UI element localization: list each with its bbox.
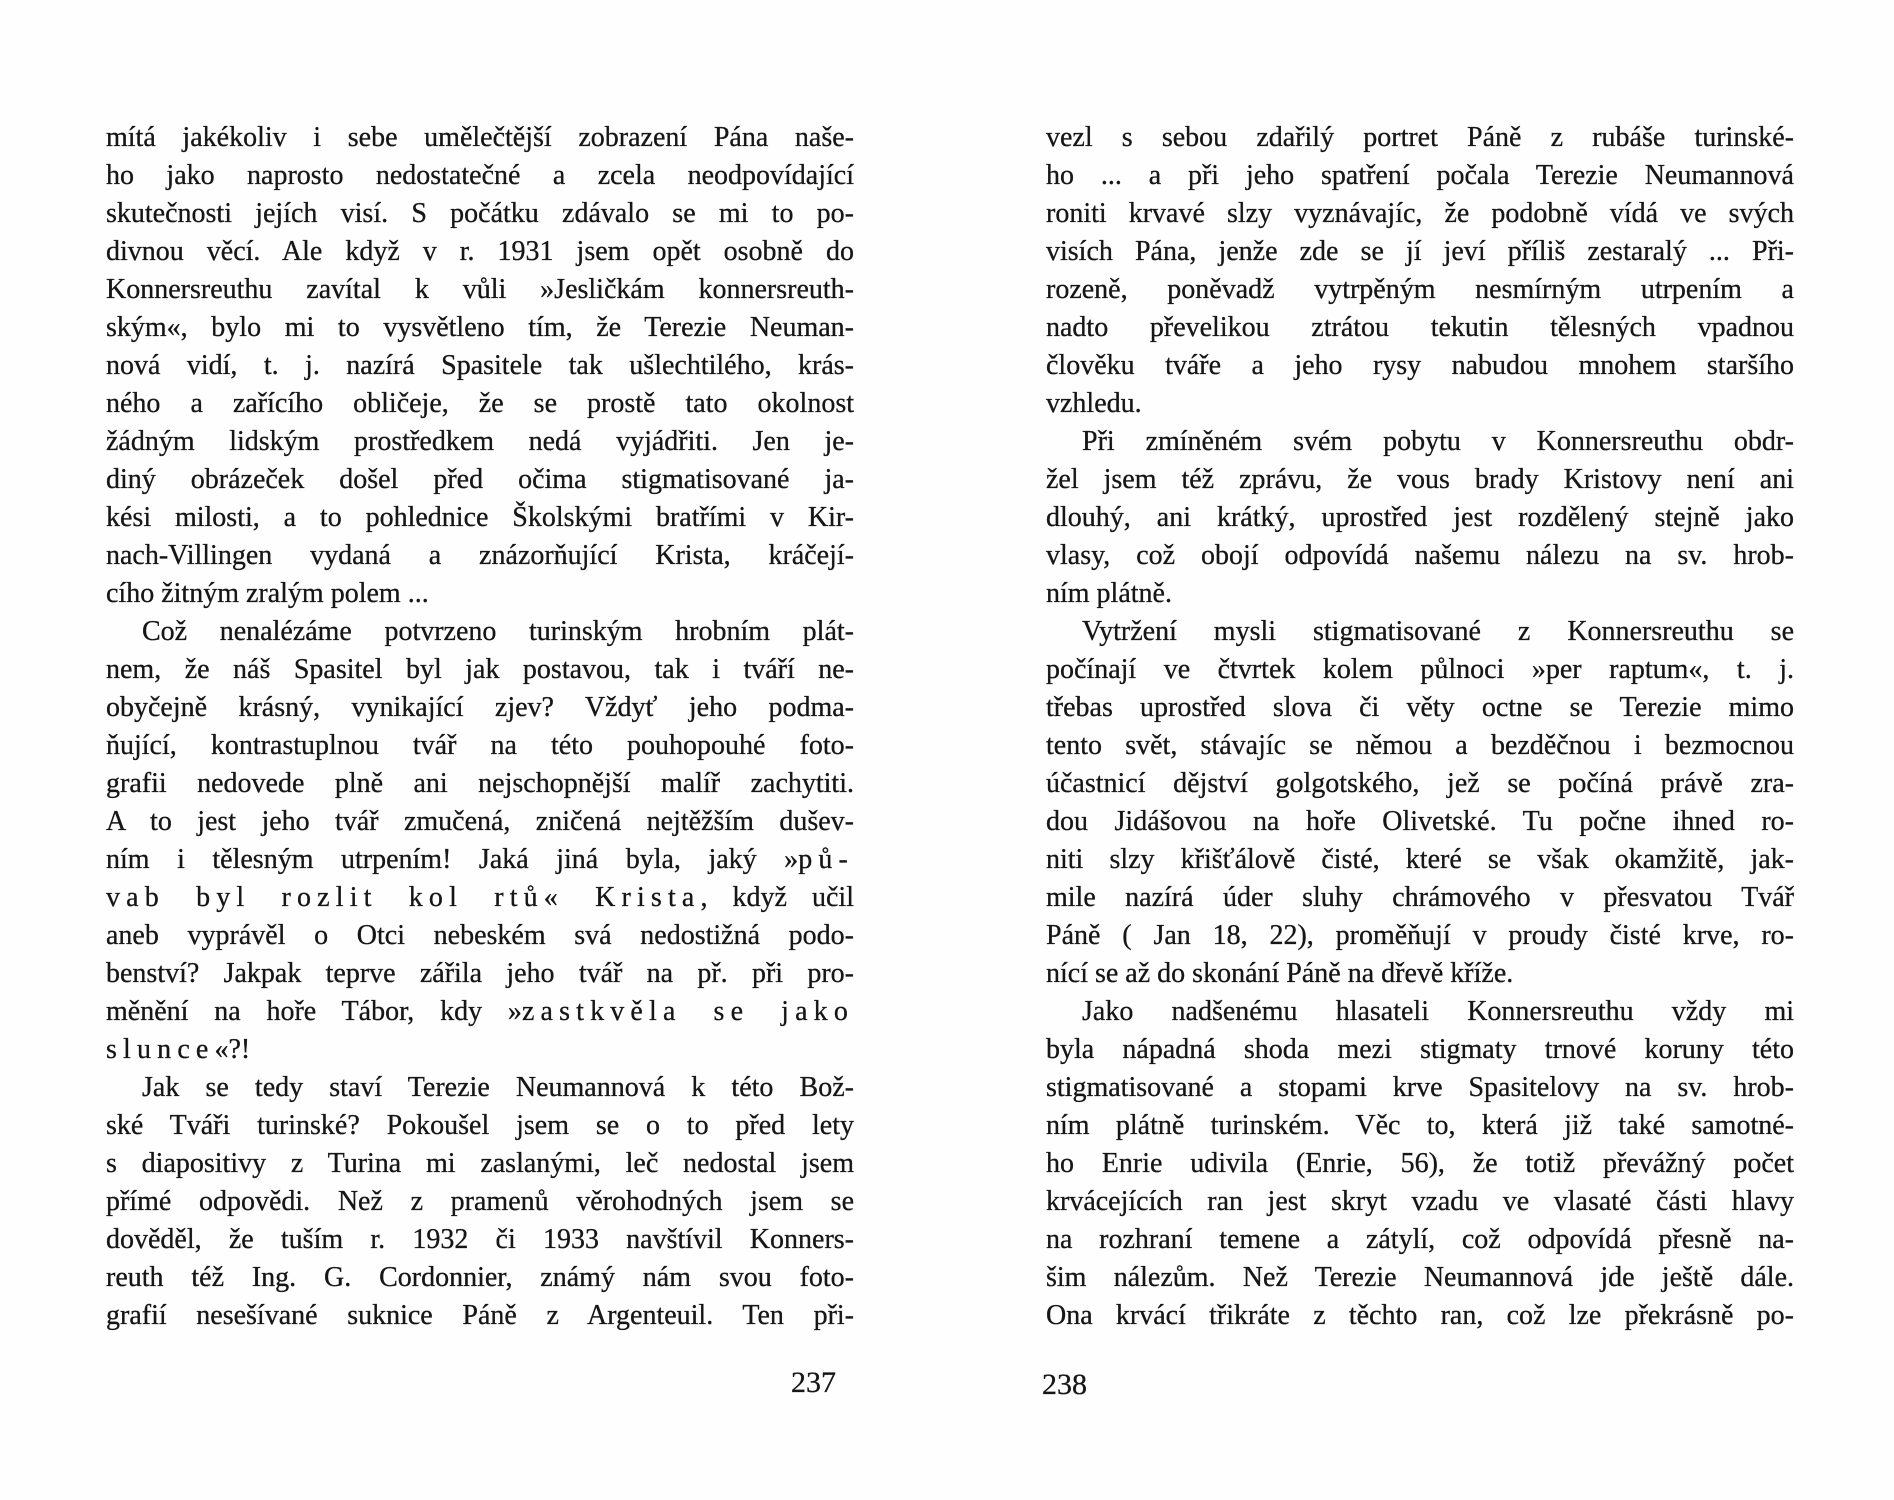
text-line	[1046, 461, 1794, 499]
page-238-text-column	[1046, 119, 1794, 1335]
text-line	[1046, 917, 1794, 955]
text-segment: Vytržení mysli stigmatisované z Konnersreuthu se	[1082, 616, 1794, 647]
text-line	[106, 1259, 854, 1297]
text-segment: Ona krvácí třikráte z těchto ran, což lze překrásně po-	[1046, 1300, 1794, 1331]
text-segment: dověděl, že tuším r. 1932 či 1933 navštívil Konners-	[106, 1224, 854, 1255]
text-line	[106, 1069, 854, 1107]
text-segment: roniti krvavé slzy vyznávajíc, že podobně vídá ve svých	[1046, 198, 1794, 229]
text-line	[106, 271, 854, 309]
text-line	[1046, 1107, 1794, 1145]
text-segment: člověku tváře a jeho rysy nabudou mnohem staršího	[1046, 350, 1794, 381]
text-segment: ného a zařícího obličeje, že se prostě tato okolnost	[106, 388, 854, 419]
text-line	[106, 879, 854, 917]
text-line	[1046, 271, 1794, 309]
text-line	[106, 385, 854, 423]
text-segment: nící se až do skonání Páně na dřevě kříže.	[1046, 958, 1514, 989]
text-segment: diný obrázeček došel před očima stigmatisované ja-	[106, 464, 854, 495]
text-line	[106, 537, 854, 575]
text-line	[106, 575, 854, 613]
text-segment: vezl s sebou zdařilý portret Páně z rubáše turinské-	[1046, 122, 1794, 153]
text-segment: cího žitným zralým polem ...	[106, 578, 429, 609]
text-line	[1046, 765, 1794, 803]
text-segment: na rozhraní temene a zátylí, což odpovídá přesně na-	[1046, 1224, 1794, 1255]
text-segment: niti slzy křišťálově čisté, které se však okamžitě, jak-	[1046, 844, 1794, 875]
text-line	[1046, 689, 1794, 727]
text-segment: Páně ( Jan 18, 22), proměňují v proudy čisté krve, ro-	[1046, 920, 1794, 951]
text-line	[1046, 727, 1794, 765]
text-line	[1046, 1145, 1794, 1183]
text-segment: třebas uprostřed slova či věty octne se Terezie mimo	[1046, 692, 1794, 723]
text-segment: žel jsem též zprávu, že vous brady Kristovy není ani	[1046, 464, 1794, 495]
text-line	[1046, 651, 1794, 689]
text-line	[1046, 233, 1794, 271]
text-segment: nem, že náš Spasitel byl jak postavou, tak i tváří ne-	[106, 654, 854, 685]
text-line	[106, 955, 854, 993]
page-number-left: 237	[791, 1366, 836, 1399]
text-line	[106, 1107, 854, 1145]
page-237-text-column	[106, 119, 854, 1335]
text-segment: ho jako naprosto nedostatečné a zcela neodpovídající	[106, 160, 854, 191]
text-segment: , když učil	[700, 882, 854, 913]
text-line	[1046, 157, 1794, 195]
text-segment: ním i tělesným utrpením! Jaká jiná byla, jaký »	[106, 844, 799, 875]
text-segment: divnou věcí. Ale když v r. 1931 jsem opět osobně do	[106, 236, 854, 267]
text-line	[1046, 841, 1794, 879]
text-line	[1046, 499, 1794, 537]
text-line	[1046, 195, 1794, 233]
text-segment: přímé odpovědi. Než z pramenů věrohodných jsem se	[106, 1186, 854, 1217]
text-segment: skutečnosti jejích visí. S počátku zdávalo se mi to po-	[106, 198, 854, 229]
text-line	[1046, 613, 1794, 651]
text-line	[1046, 993, 1794, 1031]
text-line	[106, 651, 854, 689]
text-segment: vzhledu.	[1046, 388, 1142, 419]
text-line	[106, 613, 854, 651]
text-line	[1046, 119, 1794, 157]
text-line	[106, 765, 854, 803]
text-line	[1046, 879, 1794, 917]
text-line	[106, 1145, 854, 1183]
text-segment: aneb vyprávěl o Otci nebeském svá nedostižná podo-	[106, 920, 854, 951]
text-segment: nach-Villingen vydaná a znázorňující Krista, kráčejí-	[106, 540, 854, 571]
text-segment: účastnicí dějství golgotského, jež se počíná právě zra-	[1046, 768, 1794, 799]
text-segment: kési milosti, a to pohlednice Školskými bratřími v Kir-	[106, 502, 854, 533]
text-line	[106, 347, 854, 385]
text-segment: Což nenalézáme potvrzeno turinským hrobním plát-	[142, 616, 854, 647]
text-segment: ňující, kontrastuplnou tvář na této pouhopouhé foto-	[106, 730, 854, 761]
text-segment: rozeně, poněvadž vytrpěným nesmírným utrpením a	[1046, 274, 1794, 305]
text-segment: obyčejně krásný, vynikající zjev? Vždyť jeho podma-	[106, 692, 854, 723]
text-segment: reuth též Ing. G. Cordonnier, známý nám svou foto-	[106, 1262, 854, 1293]
text-line	[106, 1031, 854, 1069]
text-segment: ským«, bylo mi to vysvětleno tím, že Terezie Neuman-	[106, 312, 854, 343]
text-segment: tento svět, stávajíc se němou a bezděčnou i bezmocnou	[1046, 730, 1794, 761]
text-segment: s diapositivy z Turina mi zaslanými, leč nedostal jsem	[106, 1148, 854, 1179]
text-line	[106, 841, 854, 879]
text-line	[106, 461, 854, 499]
text-segment: ho Enrie udivila (Enrie, 56), že totiž převážný počet	[1046, 1148, 1794, 1179]
text-line	[106, 1221, 854, 1259]
text-segment: A to jest jeho tvář zmučená, zničená nejtěžším dušev-	[106, 806, 854, 837]
text-line	[106, 993, 854, 1031]
text-segment: ho ... a při jeho spatření počala Terezie Neumannová	[1046, 160, 1794, 191]
text-line	[106, 803, 854, 841]
text-line	[1046, 1183, 1794, 1221]
text-segment: mítá jakékoliv i sebe umělečtější zobrazení Pána naše-	[106, 122, 854, 153]
letterspaced-emphasis: zastkvěla se jako	[521, 996, 854, 1027]
page-number-right: 238	[1042, 1368, 1087, 1401]
text-line	[1046, 1221, 1794, 1259]
text-line	[106, 423, 854, 461]
text-segment: ním plátně turinském. Věc to, která již také samotné-	[1046, 1110, 1794, 1141]
text-line	[1046, 1031, 1794, 1069]
text-line	[1046, 575, 1794, 613]
text-segment: visích Pána, jenže zde se jí jeví příliš zestaralý ... Při-	[1046, 236, 1794, 267]
text-line	[106, 233, 854, 271]
text-line	[106, 499, 854, 537]
letterspaced-emphasis: pů-	[798, 844, 854, 875]
text-line	[106, 1183, 854, 1221]
text-segment: ním plátně.	[1046, 578, 1172, 609]
text-segment: mile nazírá úder sluhy chrámového v přesvatou Tvář	[1046, 882, 1794, 913]
text-line	[1046, 347, 1794, 385]
text-line	[1046, 1069, 1794, 1107]
letterspaced-emphasis: vab byl rozlit kol rtů« Krista	[106, 882, 701, 913]
text-line	[1046, 803, 1794, 841]
text-segment: šim nálezům. Než Terezie Neumannová jde ještě dále.	[1046, 1262, 1794, 1293]
text-line	[106, 689, 854, 727]
text-line	[106, 157, 854, 195]
text-line	[106, 917, 854, 955]
text-line	[1046, 955, 1794, 993]
text-line	[106, 1297, 854, 1335]
text-line	[1046, 1259, 1794, 1297]
letterspaced-emphasis: slunce	[106, 1034, 215, 1065]
text-segment: stigmatisované a stopami krve Spasitelovy na sv. hrob-	[1046, 1072, 1794, 1103]
text-segment: vlasy, což obojí odpovídá našemu nálezu na sv. hrob-	[1046, 540, 1794, 571]
text-segment: byla nápadná shoda mezi stigmaty trnové koruny této	[1046, 1034, 1794, 1065]
text-segment: počínají ve čtvrtek kolem půlnoci »per raptum«, t. j.	[1046, 654, 1794, 685]
text-line	[1046, 309, 1794, 347]
text-line	[106, 727, 854, 765]
text-segment: měnění na hoře Tábor, kdy »	[106, 996, 522, 1027]
text-line	[1046, 1297, 1794, 1335]
text-segment: grafií nesešívané suknice Páně z Argenteuil. Ten při-	[106, 1300, 854, 1331]
text-segment: Při zmíněném svém pobytu v Konnersreuthu obdr-	[1082, 426, 1794, 457]
text-segment: Jak se tedy staví Terezie Neumannová k této Bož-	[142, 1072, 854, 1103]
text-segment: dlouhý, ani krátký, uprostřed jest rozdělený stejně jako	[1046, 502, 1794, 533]
text-segment: krvácejících ran jest skryt vzadu ve vlasaté části hlavy	[1046, 1186, 1794, 1217]
text-line	[1046, 385, 1794, 423]
text-segment: Jako nadšenému hlasateli Konnersreuthu vždy mi	[1082, 996, 1794, 1027]
text-segment: «?!	[214, 1034, 251, 1065]
text-segment: benství? Jakpak teprve zářila jeho tvář na př. při pro-	[106, 958, 854, 989]
text-segment: žádným lidským prostředkem nedá vyjádřiti. Jen je-	[106, 426, 854, 457]
text-segment: ské Tváři turinské? Pokoušel jsem se o to před lety	[106, 1110, 854, 1141]
text-line	[1046, 537, 1794, 575]
text-segment: Konnersreuthu zavítal k vůli »Jesličkám konnersreuth-	[106, 274, 854, 305]
text-line	[106, 119, 854, 157]
text-segment: grafii nedovede plně ani nejschopnější malíř zachytiti.	[106, 768, 854, 799]
text-segment: nadto převelikou ztrátou tekutin tělesných vpadnou	[1046, 312, 1794, 343]
text-segment: nová vidí, t. j. nazírá Spasitele tak ušlechtilého, krás-	[106, 350, 854, 381]
text-line	[106, 195, 854, 233]
text-line	[1046, 423, 1794, 461]
text-segment: dou Jidášovou na hoře Olivetské. Tu počne ihned ro-	[1046, 806, 1794, 837]
text-line	[106, 309, 854, 347]
